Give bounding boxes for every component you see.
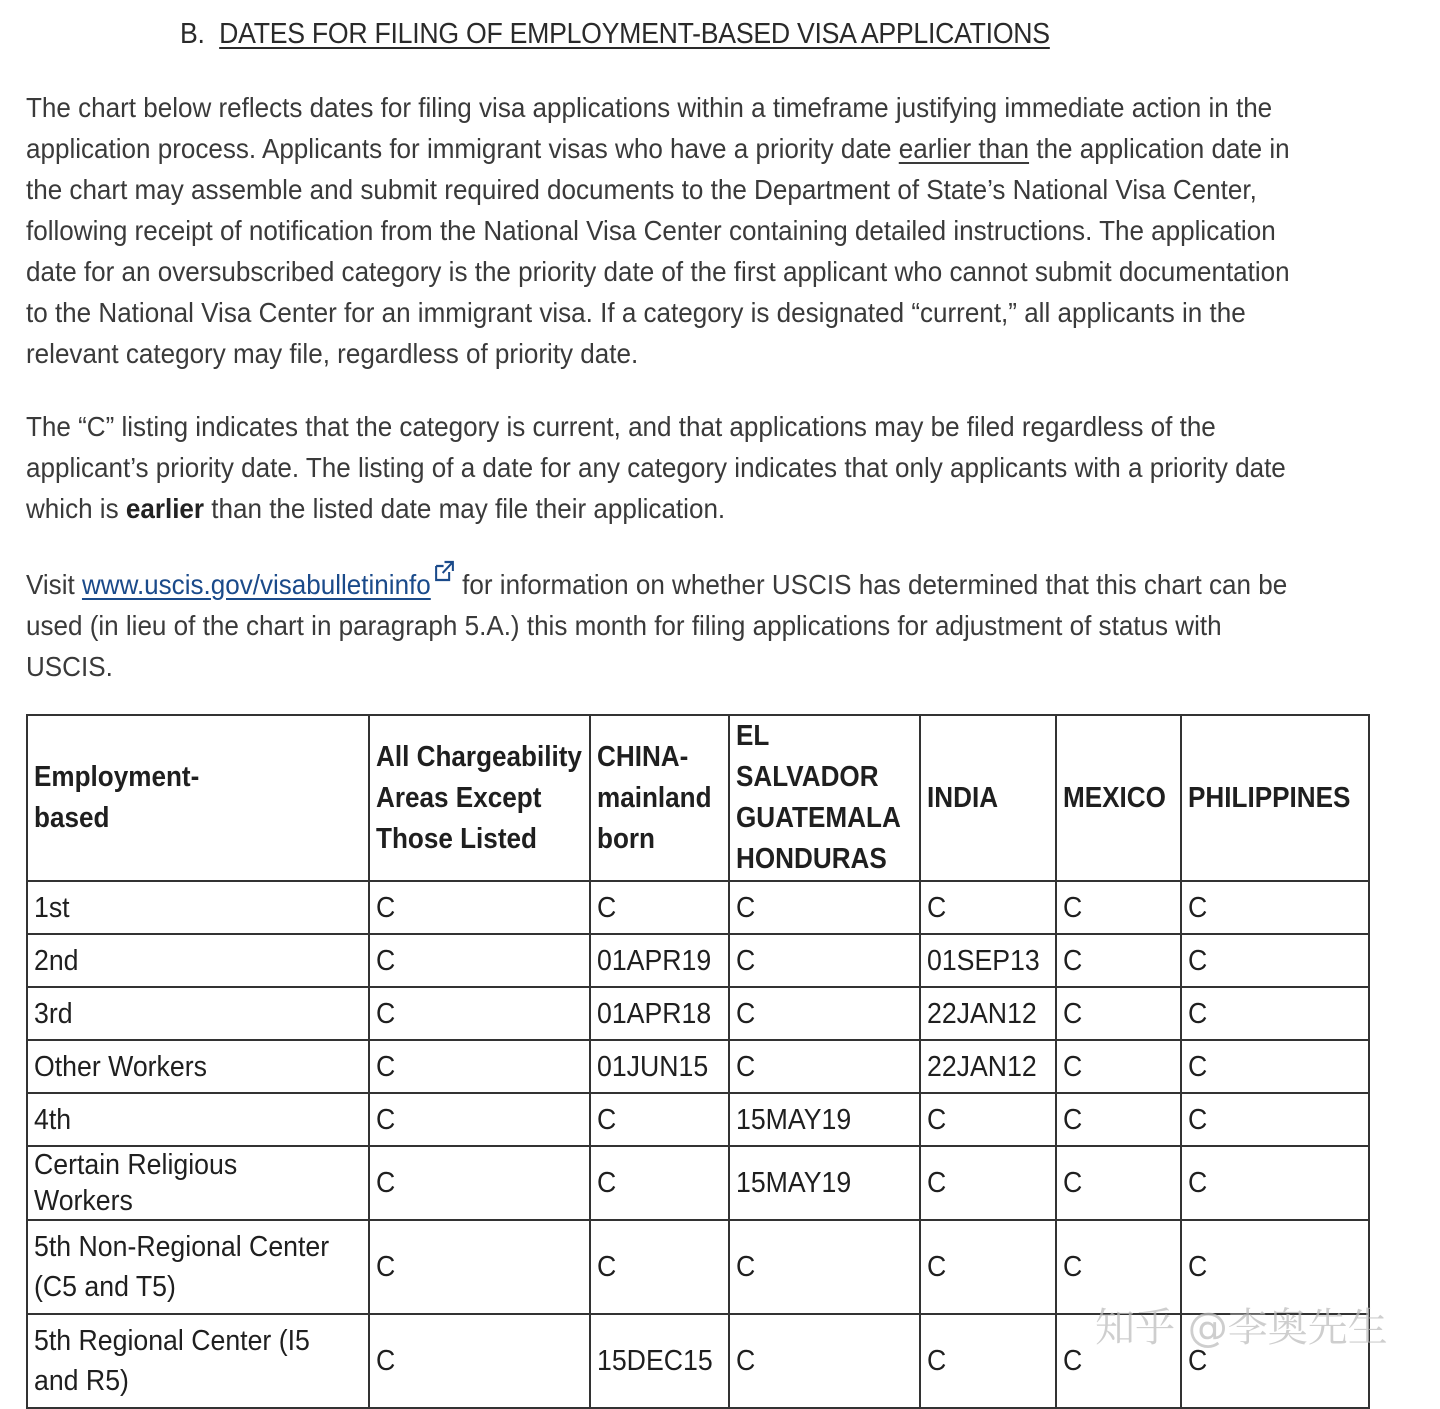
c-listing-line: applicant’s priority date. The listing of a date for any category indicates that only applicants with a priority date	[26, 452, 1286, 483]
date-cell: 22JAN12	[920, 987, 1056, 1040]
date-cell: 01JUN15	[590, 1040, 729, 1093]
c-listing-paragraph	[26, 406, 1286, 529]
header-el-salvador: EL SALVADOR GUATEMALA HONDURAS	[729, 715, 920, 881]
intro-line: The chart below reflects dates for filing visa applications within a timeframe justifying immediate action in the	[26, 92, 1273, 123]
table-row	[27, 1040, 1369, 1093]
c-listing-text: which is	[26, 493, 126, 524]
c-listing-line	[26, 488, 1282, 529]
row-category-cell: 3rd	[27, 987, 369, 1040]
intro-line: following receipt of notification from the National Visa Center containing detailed instructions. The application	[26, 215, 1276, 246]
date-cell: C	[590, 1093, 729, 1146]
row-category-cell: Other Workers	[27, 1040, 369, 1093]
header-mexico: MEXICO	[1056, 715, 1181, 881]
uscis-line: USCIS.	[26, 651, 113, 682]
date-cell: C	[369, 1040, 590, 1093]
table-row	[27, 934, 1369, 987]
date-cell: C	[1056, 1220, 1181, 1314]
row-category-cell: Certain Religious Workers	[27, 1146, 369, 1220]
uscis-text: for information on whether USCIS has determined that this chart can be	[454, 569, 1288, 600]
date-cell: C	[729, 881, 920, 934]
date-cell: C	[369, 934, 590, 987]
row-category-cell: 4th	[27, 1093, 369, 1146]
date-cell: C	[590, 881, 729, 934]
table-row	[27, 1146, 1369, 1220]
date-cell: C	[920, 1146, 1056, 1220]
date-cell: C	[369, 1146, 590, 1220]
date-cell: C	[369, 1220, 590, 1314]
table-header-row	[27, 715, 1369, 881]
intro-line	[26, 128, 1290, 169]
date-cell: C	[1056, 1040, 1181, 1093]
date-cell: C	[729, 987, 920, 1040]
uscis-line: used (in lieu of the chart in paragraph 5.A.) this month for filing applications for adjustment of status with	[26, 610, 1222, 641]
date-cell: 01APR19	[590, 934, 729, 987]
earlier-emphasis: earlier	[125, 493, 205, 524]
table-row	[27, 881, 1369, 934]
date-cell: C	[729, 1220, 920, 1314]
date-cell: C	[920, 1314, 1056, 1408]
date-cell: C	[1056, 987, 1181, 1040]
intro-line: date for an oversubscribed category is the priority date of the first applicant who cannot submit documentation	[26, 256, 1290, 287]
date-cell: 01APR18	[590, 987, 729, 1040]
date-cell: C	[1056, 1314, 1181, 1408]
intro-line: the chart may assemble and submit required documents to the Department of State’s National Visa Center,	[26, 174, 1257, 205]
date-cell: 15DEC15	[590, 1314, 729, 1408]
intro-line: relevant category may file, regardless of priority date.	[26, 338, 639, 369]
date-cell: C	[369, 987, 590, 1040]
intro-text: the application date in	[1029, 133, 1290, 164]
date-cell: C	[1181, 1314, 1369, 1408]
row-category-cell: 2nd	[27, 934, 369, 987]
date-cell: 15MAY19	[729, 1146, 920, 1220]
date-cell: C	[590, 1220, 729, 1314]
header-employment-based: Employment-based	[27, 715, 369, 881]
section-title: DATES FOR FILING OF EMPLOYMENT-BASED VISA APPLICATIONS	[219, 18, 1050, 50]
section-heading	[180, 18, 1050, 51]
uscis-line	[26, 560, 1288, 605]
uscis-text: Visit	[26, 569, 82, 600]
header-india: INDIA	[920, 715, 1056, 881]
date-cell: C	[1181, 1093, 1369, 1146]
date-cell: 22JAN12	[920, 1040, 1056, 1093]
intro-text: application process. Applicants for immigrant visas who have a priority date	[26, 133, 899, 164]
date-cell: C	[1181, 1146, 1369, 1220]
date-cell: C	[1056, 1146, 1181, 1220]
table-row	[27, 1093, 1369, 1146]
row-category-cell: 5th Regional Center (I5 and R5)	[27, 1314, 369, 1408]
date-cell: C	[369, 1093, 590, 1146]
date-cell: C	[920, 1220, 1056, 1314]
watermark: 知乎 @李奥先生	[1095, 1305, 1388, 1351]
date-cell: C	[729, 934, 920, 987]
date-cell: C	[1181, 1040, 1369, 1093]
row-category-cell: 1st	[27, 881, 369, 934]
date-cell: C	[1056, 1093, 1181, 1146]
date-cell: C	[920, 1093, 1056, 1146]
header-philippines: PHILIPPINES	[1181, 715, 1369, 881]
earlier-than-emphasis: earlier than	[898, 133, 1030, 164]
date-cell: C	[920, 881, 1056, 934]
row-category-cell: 5th Non-Regional Center (C5 and T5)	[27, 1220, 369, 1314]
c-listing-text: than the listed date may file their application.	[204, 493, 726, 524]
intro-paragraph	[26, 87, 1290, 374]
date-cell: C	[1181, 934, 1369, 987]
date-cell: C	[369, 881, 590, 934]
date-cell: C	[1181, 1220, 1369, 1314]
date-cell: 01SEP13	[920, 934, 1056, 987]
uscis-link[interactable]: www.uscis.gov/visabulletininfo	[81, 569, 431, 600]
c-listing-line: The “C” listing indicates that the category is current, and that applications may be filed regardless of the	[26, 411, 1216, 442]
table-row	[27, 987, 1369, 1040]
header-all-chargeability: All Chargeability Areas Except Those Listed	[369, 715, 590, 881]
date-cell: C	[729, 1040, 920, 1093]
uscis-paragraph	[26, 560, 1288, 687]
header-china: CHINA-mainland born	[590, 715, 729, 881]
date-cell: C	[1056, 934, 1181, 987]
section-label: B.	[180, 18, 205, 50]
date-cell: 15MAY19	[729, 1093, 920, 1146]
date-cell: C	[590, 1146, 729, 1220]
date-cell: C	[729, 1314, 920, 1408]
external-link-icon[interactable]	[433, 560, 455, 584]
intro-line: to the National Visa Center for an immigrant visa. If a category is designated “current,” all applicants in the	[26, 297, 1246, 328]
date-cell: C	[1181, 987, 1369, 1040]
date-cell: C	[1181, 881, 1369, 934]
date-cell: C	[369, 1314, 590, 1408]
date-cell: C	[1056, 881, 1181, 934]
